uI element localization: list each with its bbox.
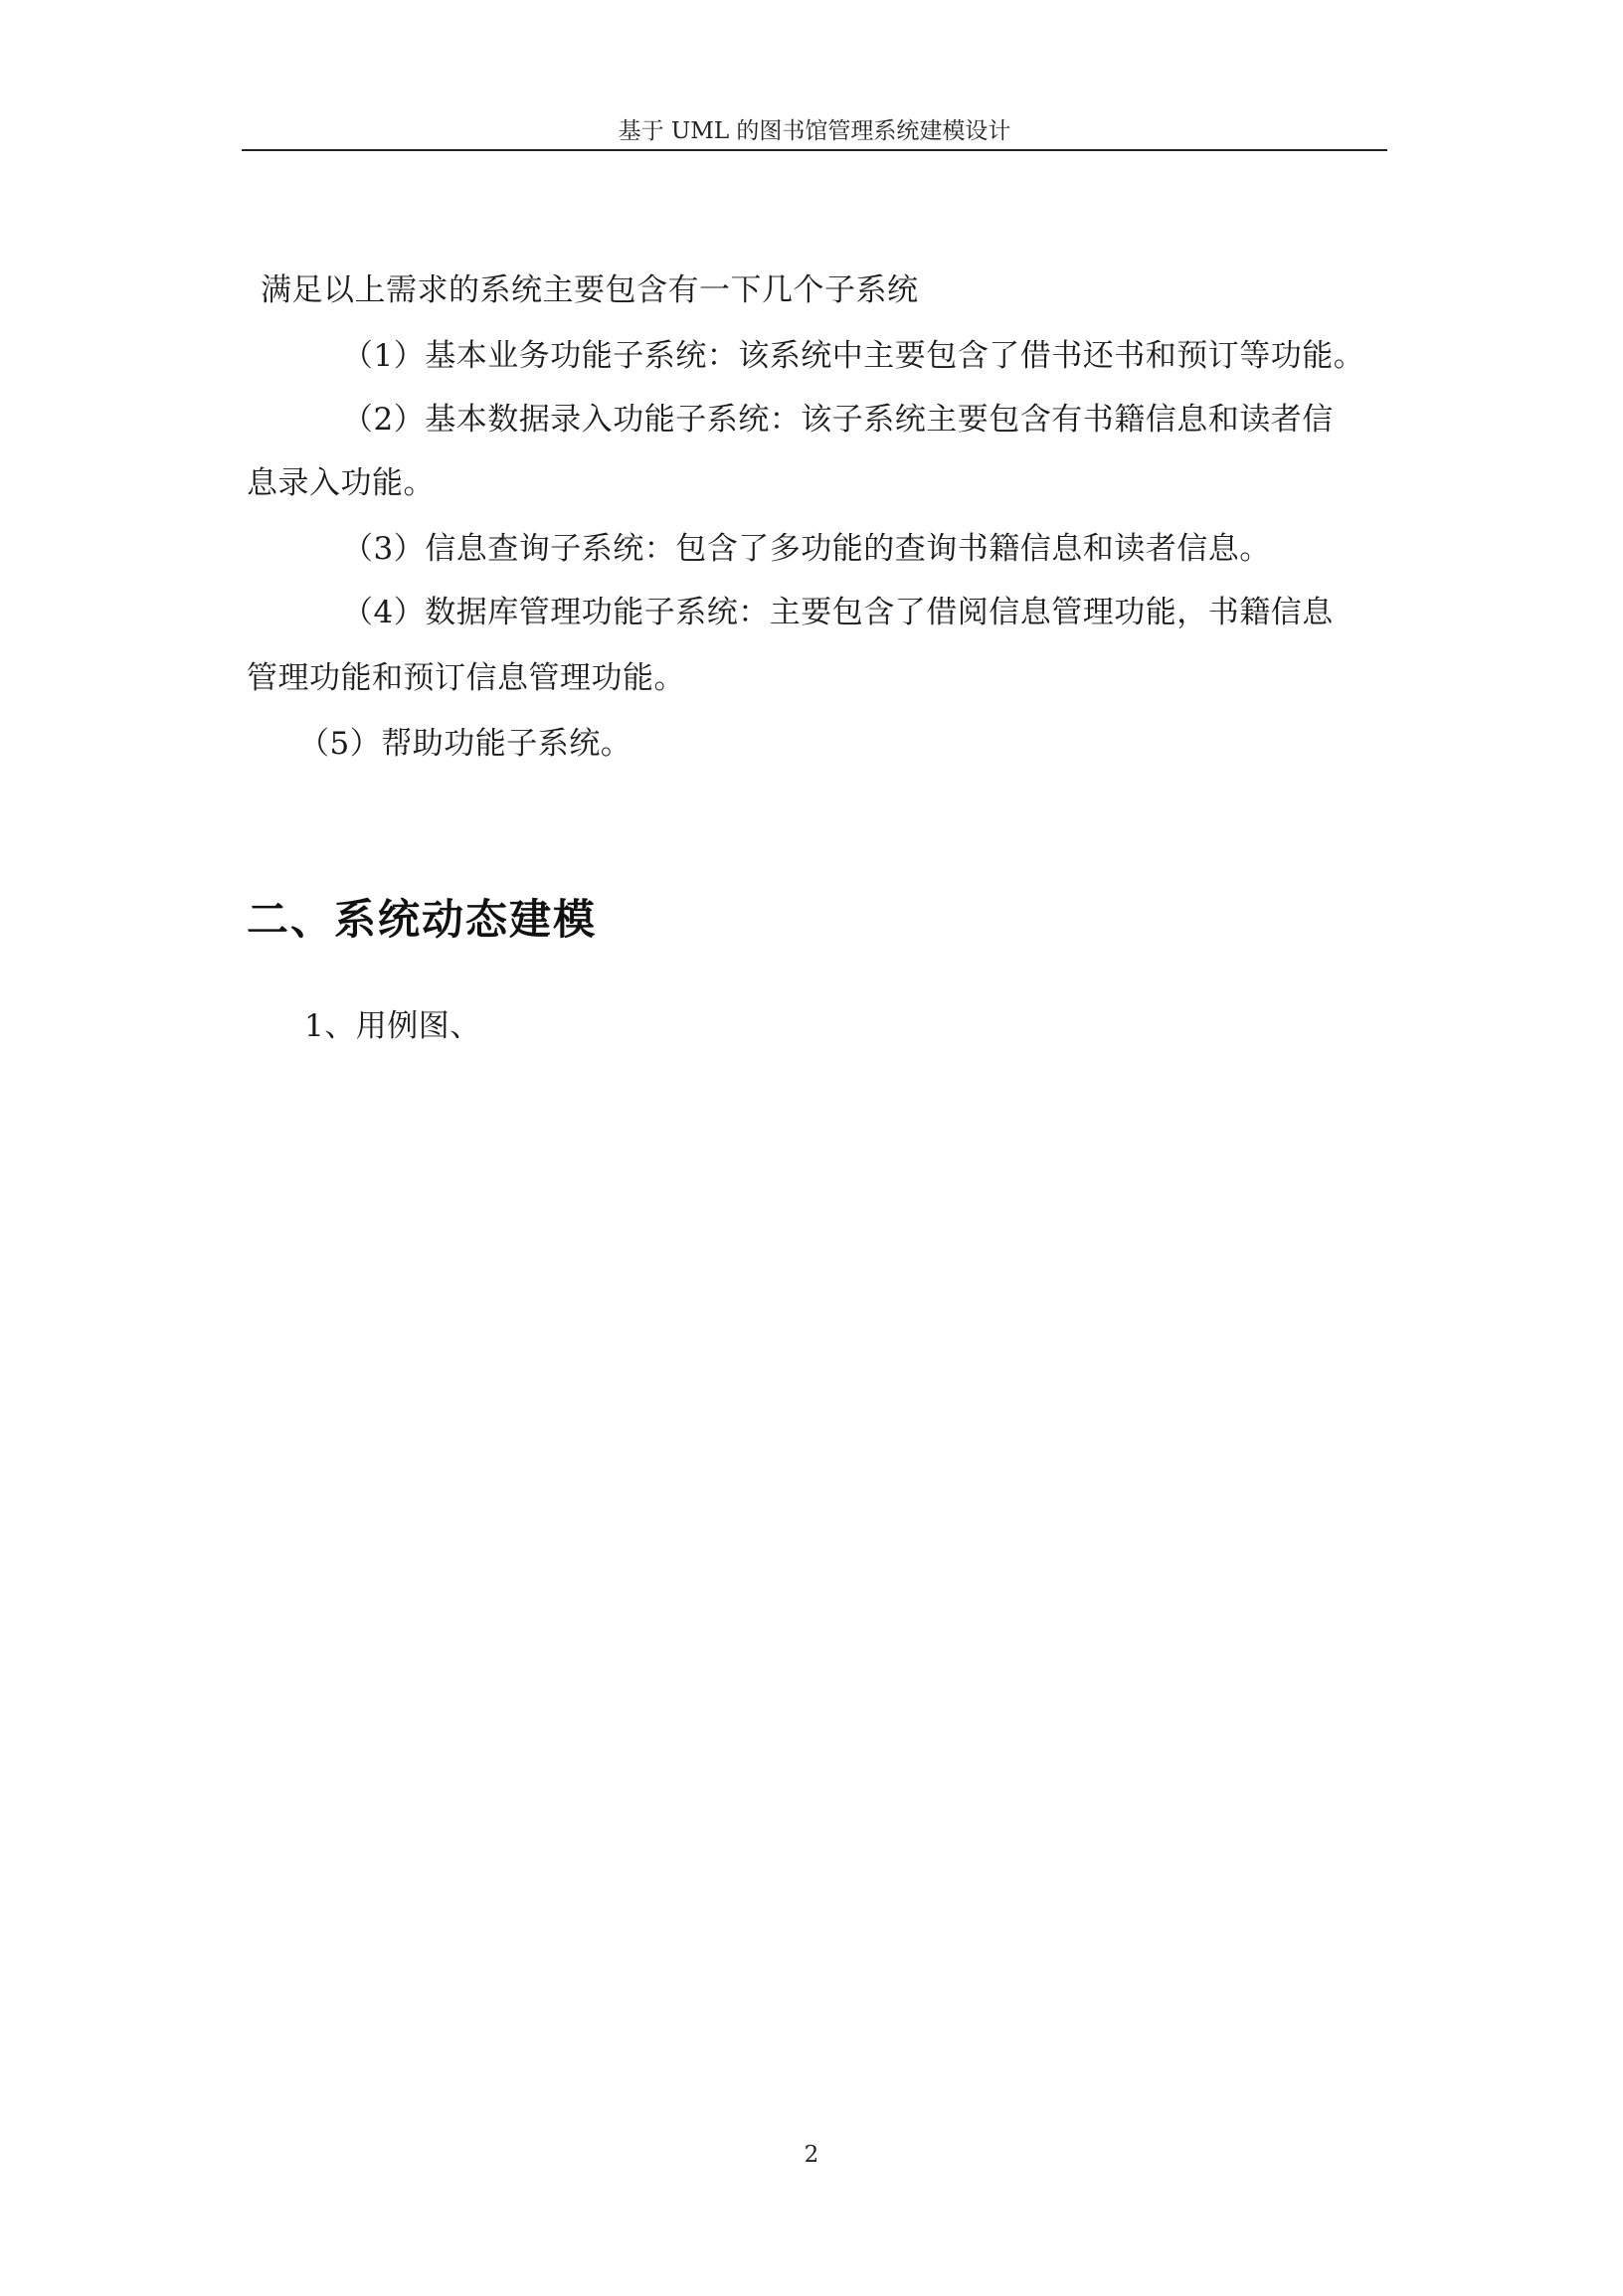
subsection-title: 1、用例图、 <box>304 1008 481 1044</box>
list-item-4-line-1: （4）数据库管理功能子系统：主要包含了借阅信息管理功能，书籍信息 <box>342 595 1334 630</box>
list-item-1: （1）基本业务功能子系统：该系统中主要包含了借书还书和预订等功能。 <box>342 338 1365 374</box>
section-heading: 二、系统动态建模 <box>247 895 598 944</box>
intro-paragraph: 满足以上需求的系统主要包含有一下几个子系统 <box>261 272 919 308</box>
list-item-3: （3）信息查询子系统：包含了多功能的查询书籍信息和读者信息。 <box>342 531 1271 567</box>
page-number: 2 <box>804 2142 819 2168</box>
running-header: 基于 UML 的图书馆管理系统建模设计 <box>618 118 1011 144</box>
list-item-2-line-2: 息录入功能。 <box>247 465 435 501</box>
list-item-5: （5）帮助功能子系统。 <box>298 726 632 762</box>
list-item-4-line-2: 管理功能和预订信息管理功能。 <box>247 660 685 696</box>
list-item-2-line-1: （2）基本数据录入功能子系统：该子系统主要包含有书籍信息和读者信 <box>342 402 1334 438</box>
header-divider <box>242 149 1387 151</box>
